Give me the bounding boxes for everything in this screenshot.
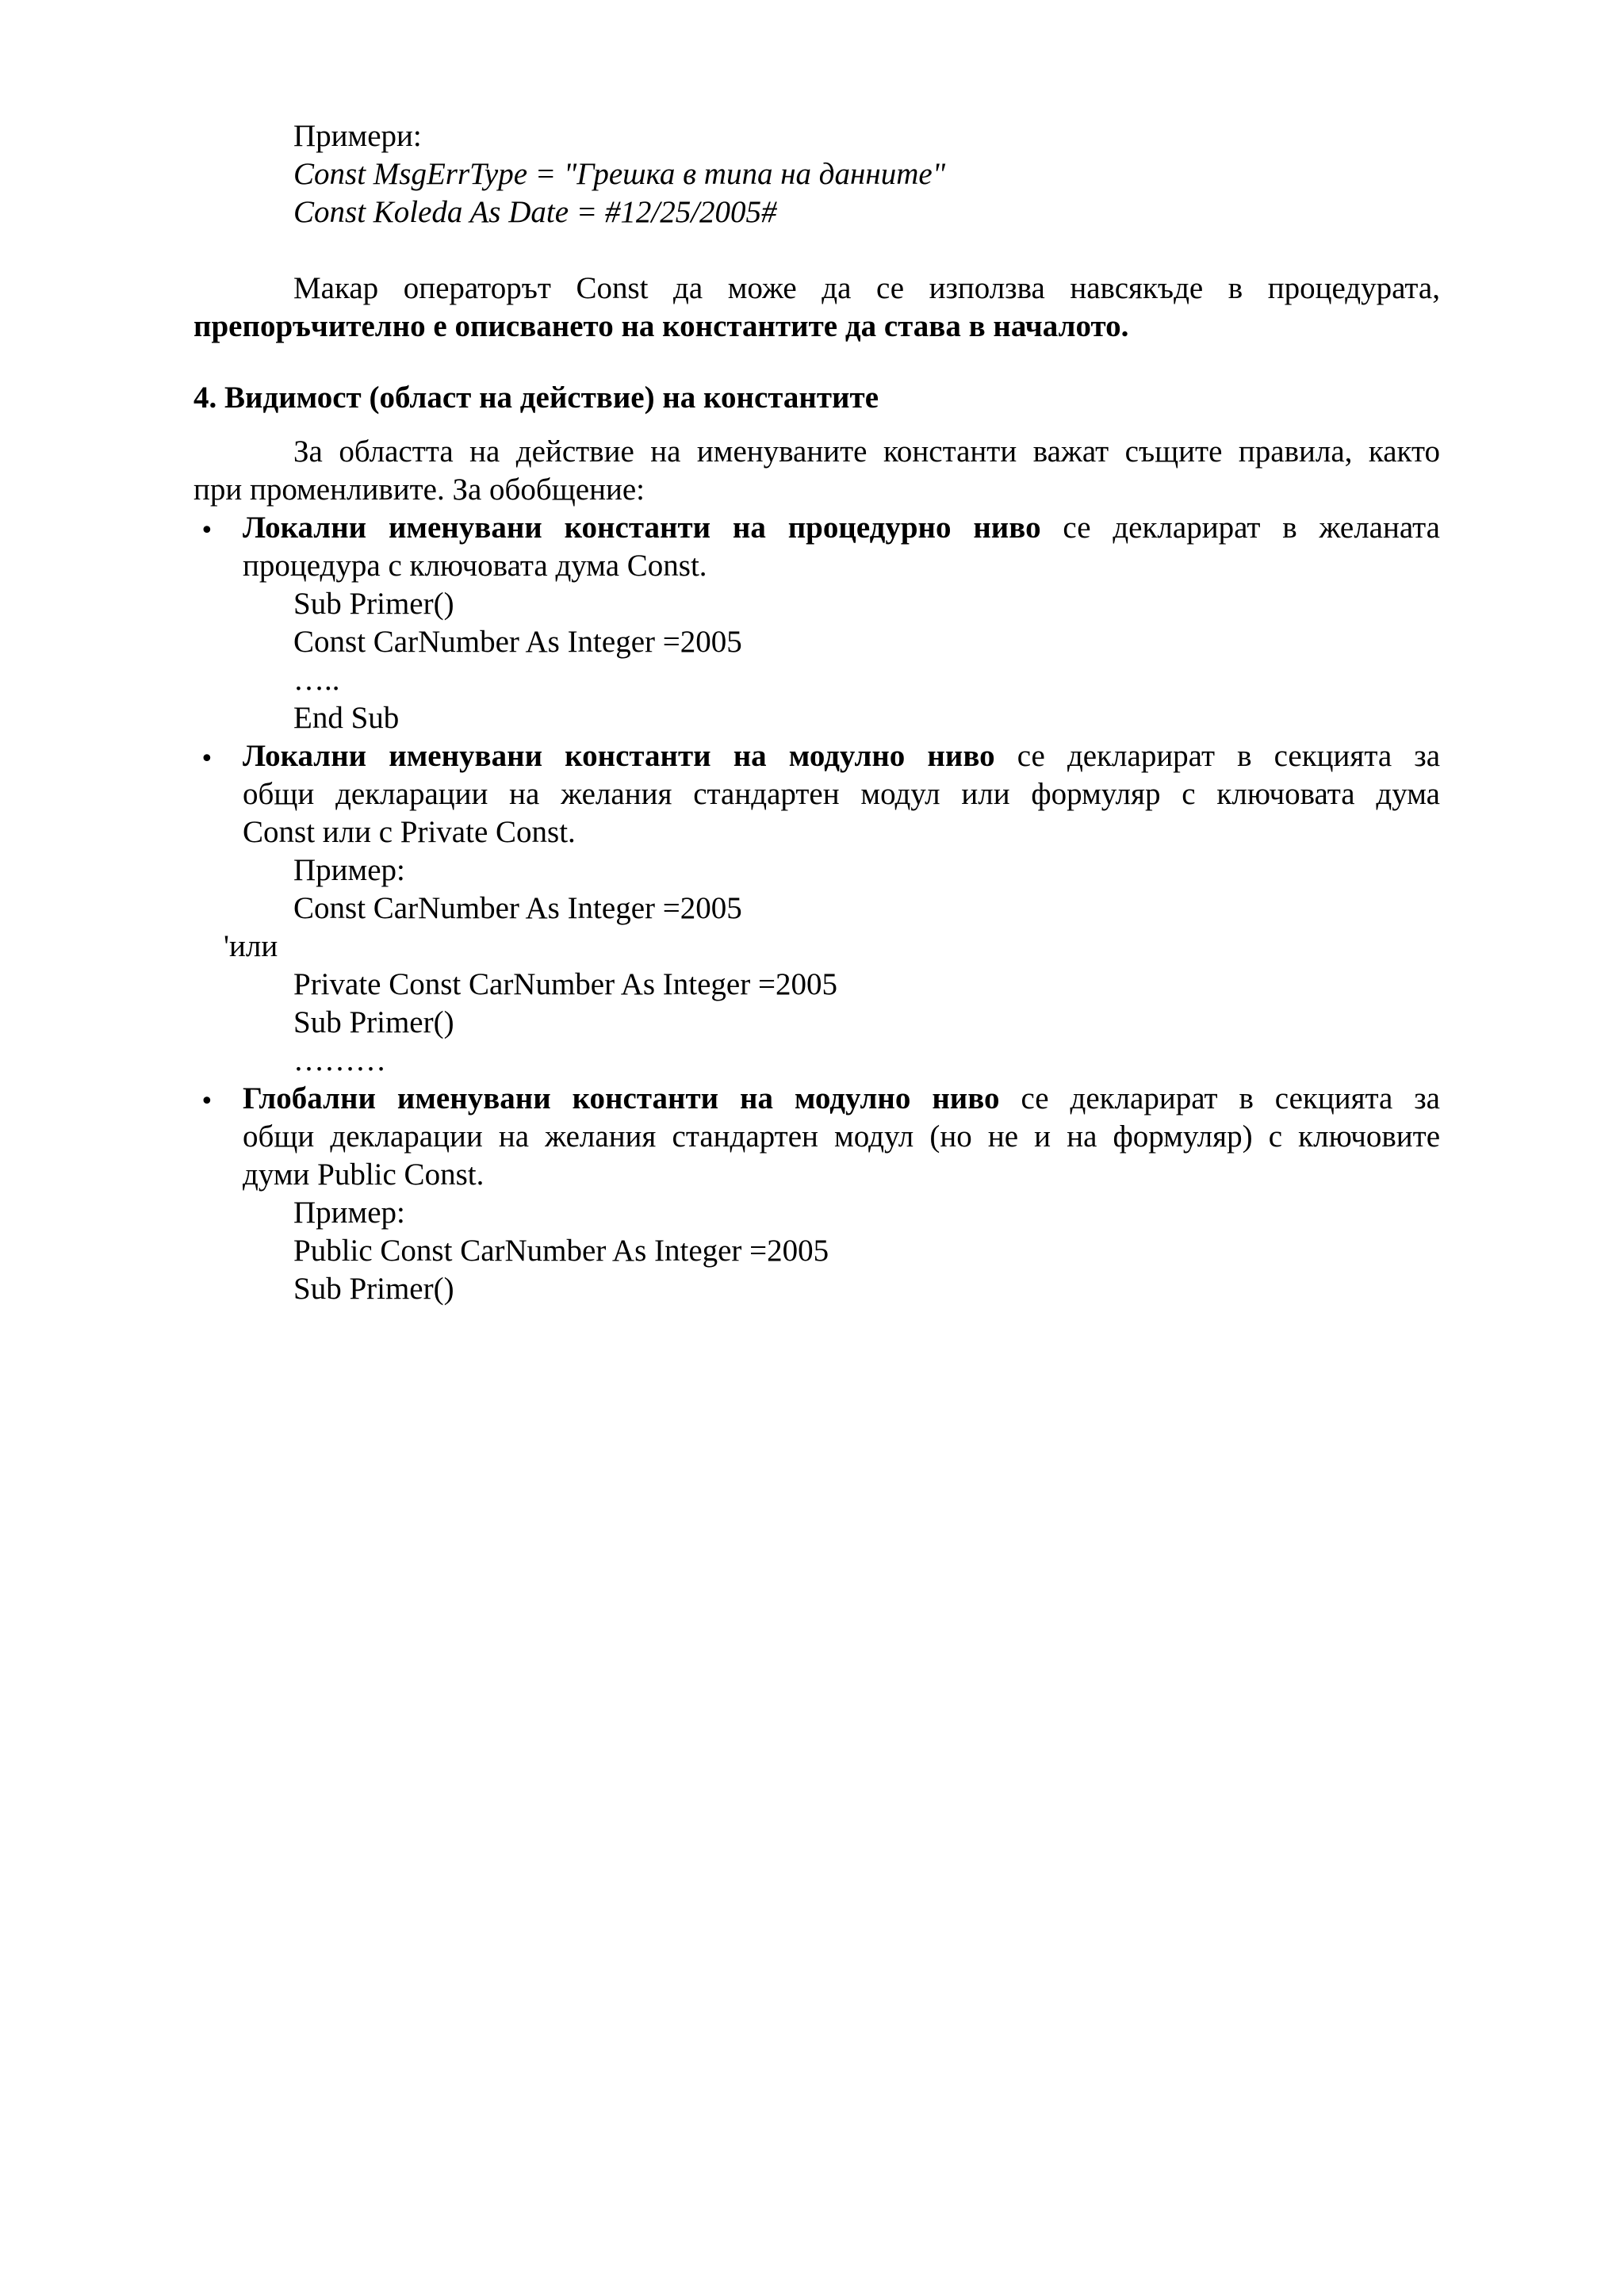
code-line: Public Const CarNumber As Integer =2005: [293, 1234, 829, 1268]
examples-heading: Примери:: [293, 119, 422, 153]
code-comment: 'или: [224, 929, 278, 963]
bullet-marker: •: [200, 745, 214, 773]
section-heading: 4. Видимост (област на действие) на константите: [193, 381, 879, 415]
paragraph-bold-line: препоръчително е описването на константите да става в началото.: [193, 309, 1129, 343]
code-line: Sub Primer(): [293, 1272, 454, 1306]
bullet-3-line-2: общи декларации на желания стандартен модул (но не и на формуляр) с ключовите: [243, 1119, 1440, 1154]
bullet-1-bold-term: Локални именувани константи на процедурно ниво: [243, 511, 1041, 545]
bullet-2-bold-term: Локални именувани константи на модулно ниво: [243, 739, 995, 773]
code-line: End Sub: [293, 701, 400, 735]
intro-line-1: За областта на действие на именуваните константи важат същите правила, както: [293, 434, 1440, 469]
code-line: Sub Primer(): [293, 587, 454, 621]
example-code-line-1: Const MsgErrType = "Грешка в типа на данните": [293, 157, 946, 191]
code-line: Const CarNumber As Integer =2005: [293, 625, 742, 659]
intro-line-2: при променливите. За обобщение:: [193, 473, 645, 507]
bullet-1-first-line: [243, 509, 1440, 546]
bullet-2-line-3: Const или с Private Const.: [243, 815, 576, 849]
code-line: Const CarNumber As Integer =2005: [293, 891, 742, 925]
bullet-marker: •: [200, 1088, 214, 1115]
bullet-2-line-2: общи декларации на желания стандартен модул или формуляр с ключовата дума: [243, 777, 1440, 811]
bullet-3-line-3: думи Public Const.: [243, 1158, 485, 1192]
bullet-3-rest: се декларират в секцията за: [999, 1081, 1440, 1115]
bullet-1-rest: се декларират в желаната: [1040, 511, 1440, 545]
code-line: Пример:: [293, 853, 405, 887]
bullet-3-bold-term: Глобални именувани константи на модулно ниво: [243, 1081, 1000, 1115]
code-line: Пример:: [293, 1196, 405, 1230]
code-line: Private Const CarNumber As Integer =2005: [293, 967, 837, 1001]
bullet-2-rest: се декларират в секцията за: [994, 739, 1441, 773]
paragraph-line: Макар операторът Const да може да се използва навсякъде в процедурата,: [293, 271, 1440, 305]
bullet-marker: •: [200, 517, 214, 545]
bullet-1-line-2: процедура с ключовата дума Const.: [243, 549, 707, 583]
code-line: Sub Primer(): [293, 1005, 454, 1039]
bullet-3-first-line: [243, 1080, 1440, 1117]
example-code-line-2: Const Koleda As Date = #12/25/2005#: [293, 195, 777, 229]
bullet-2-first-line: [243, 737, 1440, 775]
code-line: …..: [293, 663, 340, 697]
code-line: ………: [293, 1043, 386, 1077]
